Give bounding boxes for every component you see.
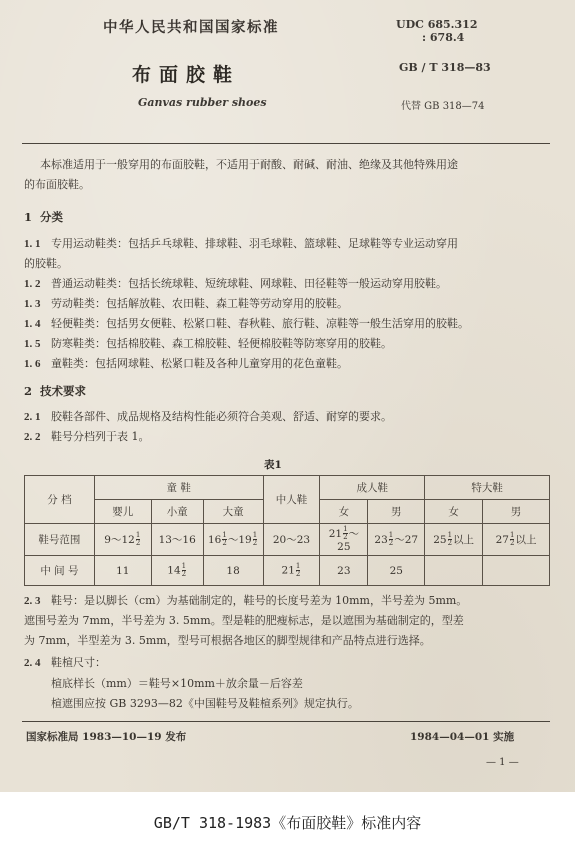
clause-2-1: [24, 409, 392, 425]
header-divider: [22, 143, 550, 144]
intro-line-2: 的布面胶鞋。: [24, 178, 90, 191]
clause-text: 童鞋类：包括网球鞋、松紧口鞋及各种儿童穿用的花色童鞋。: [51, 357, 348, 370]
udc-line-2: : 678.4: [422, 31, 465, 44]
clause-2-2: [24, 429, 150, 445]
intro-line-1: 本标准适用于一般穿用的布面胶鞋，不适用于耐酸、耐碱、耐油、绝缘及其他特殊用途: [40, 158, 458, 171]
size-table: [24, 475, 550, 586]
fraction-denominator: 2: [447, 539, 453, 548]
section-1-number: 1: [24, 210, 33, 224]
cell-infant-range: [94, 524, 151, 556]
fraction: [296, 563, 300, 578]
image-caption: GB/T 318-1983《布面胶鞋》标准内容: [153, 814, 422, 832]
cell-value: 16: [207, 533, 222, 546]
clause-number: 1. 3: [24, 298, 41, 310]
cell-infant-middle: 11: [94, 556, 151, 586]
fraction-denominator: 2: [252, 539, 258, 548]
cell-value: 14: [167, 564, 181, 577]
clause-text: 防寒鞋类：包括棉胶鞋、森工棉胶鞋、轻便棉胶鞋等防寒穿用的胶鞋。: [51, 337, 392, 350]
cell-big-range: [203, 524, 263, 556]
fraction: [343, 526, 347, 541]
fraction-numerator: 1: [447, 531, 453, 540]
subheader-large-male: 男: [483, 500, 550, 524]
clause-number: 1. 5: [24, 338, 41, 350]
fraction: [448, 532, 452, 547]
fraction-numerator: 1: [388, 531, 394, 540]
clause-1-1: [24, 236, 458, 252]
clause-number: 1. 4: [24, 318, 41, 330]
fraction: [182, 563, 186, 578]
clause-number: 2. 1: [24, 411, 41, 423]
english-title: Ganvas rubber shoes: [138, 96, 267, 109]
fraction: [253, 532, 257, 547]
section-1-heading: [24, 209, 63, 225]
cell-value: 27: [495, 533, 509, 546]
cell-adult-female-range: [320, 524, 368, 556]
clause-number: 2. 3: [24, 595, 41, 607]
group-middle-shoes: 中人鞋: [263, 476, 320, 524]
cell-small-range: 13～16: [151, 524, 203, 556]
cell-big-middle: 18: [203, 556, 263, 586]
document-title: 布面胶鞋: [132, 64, 241, 86]
subheader-infant: 婴儿: [94, 500, 151, 524]
last-length-formula: 楦底样长（mm）＝鞋号×10mm＋放余量－后容差: [51, 677, 303, 690]
fraction: [222, 532, 226, 547]
clause-text: 胶鞋各部件、成品规格及结构性能必须符合美观、舒适、耐穿的要求。: [51, 410, 392, 423]
section-1-title: 分类: [40, 210, 64, 224]
clause-1-2: [24, 276, 447, 292]
fraction-numerator: 1: [510, 531, 515, 540]
clause-text: 轻便鞋类：包括男女便鞋、松紧口鞋、春秋鞋、旅行鞋、凉鞋等一般生活穿用的胶鞋。: [51, 317, 469, 330]
subheader-small-child: 小童: [151, 500, 203, 524]
clause-1-3: [24, 296, 348, 312]
table-col-header: 分 档: [25, 476, 95, 524]
fraction-denominator: 2: [135, 539, 141, 548]
cell-value: 以上: [515, 533, 537, 546]
cell-value: 9～12: [104, 533, 135, 546]
section-2-heading: [24, 383, 86, 399]
issue-date: 国家标准局 1983—10—19 发布: [26, 731, 187, 743]
row-label-size-range: 鞋号范围: [25, 524, 95, 556]
clause-number: 1. 2: [24, 278, 41, 290]
udc-line-1: UDC 685.312: [396, 18, 478, 31]
gb-number: GB / T 318—83: [399, 61, 491, 74]
clause-1-4: [24, 316, 469, 332]
standard-category-title: 中华人民共和国国家标准: [103, 19, 279, 36]
table-header-row: [25, 476, 550, 500]
replaces-standard: 代替 GB 318—74: [401, 101, 485, 112]
page-number: — 1 —: [486, 757, 519, 768]
cell-value: 21: [281, 564, 295, 577]
clause-number: 2. 4: [24, 657, 41, 669]
fraction-denominator: 2: [295, 570, 301, 578]
clause-text: 专用运动鞋类：包括乒乓球鞋、排球鞋、羽毛球鞋、篮球鞋、足球鞋等专业运动穿用: [51, 237, 458, 250]
clause-1-6: [24, 356, 348, 372]
cell-value: ～25: [337, 527, 360, 554]
clause-number: 1. 1: [24, 238, 41, 250]
clause-text: 鞋号分档列于表 1。: [51, 430, 150, 443]
cell-large-male-range: [483, 524, 550, 556]
udc-code: [396, 18, 477, 44]
fraction-numerator: 1: [135, 531, 141, 540]
clause-1-5: [24, 336, 392, 352]
cell-value: 以上: [453, 533, 475, 546]
fraction-denominator: 2: [388, 539, 394, 548]
clause-number: 2. 2: [24, 431, 41, 443]
last-girth-rule: 楦遮围应按 GB 3293—82《中国鞋号及鞋楦系列》规定执行。: [51, 697, 359, 710]
fraction-denominator: 2: [222, 539, 227, 548]
section-2-number: 2: [24, 384, 33, 398]
clause-2-3-line-3: 为 7mm，半型差为 3. 5mm，型号可根据各地区的脚型规律和产品特点进行选择。: [24, 634, 431, 647]
cell-value: 23: [374, 533, 388, 546]
cell-large-female-middle: [425, 556, 483, 586]
cell-value: 25: [433, 533, 447, 546]
clause-text: 劳动鞋类：包括解放鞋、农田鞋、森工鞋等劳动穿用的胶鞋。: [51, 297, 348, 310]
fraction: [389, 532, 393, 547]
cell-value: 21: [328, 527, 343, 540]
clause-text: 鞋楦尺寸：: [51, 656, 106, 669]
fraction-numerator: 1: [252, 531, 258, 540]
fraction-numerator: 1: [343, 525, 348, 534]
cell-small-middle: [151, 556, 203, 586]
table-row-size-range: [25, 524, 550, 556]
clause-text: 鞋号：是以脚长（cm）为基础制定的，鞋号的长度号差为 10mm，半号差为 5mm。: [51, 594, 468, 607]
fraction-numerator: 1: [295, 562, 301, 570]
table-row-middle-size: [25, 556, 550, 586]
fraction-numerator: 1: [222, 531, 227, 540]
subheader-adult-female: 女: [320, 500, 368, 524]
clause-2-3-line-1: [24, 593, 467, 609]
footer-divider: [22, 721, 550, 722]
group-adult-shoes: 成人鞋: [320, 476, 425, 500]
clause-2-4: [24, 655, 106, 671]
clause-text: 普通运动鞋类：包括长统球鞋、短统球鞋、网球鞋、田径鞋等一般运动穿用胶鞋。: [51, 277, 447, 290]
cell-large-female-range: [425, 524, 483, 556]
group-large-shoes: 特大鞋: [425, 476, 550, 500]
fraction: [510, 532, 514, 547]
cell-value: ～27: [394, 533, 419, 546]
group-child-shoes: 童 鞋: [94, 476, 263, 500]
clause-1-1-cont: 的胶鞋。: [24, 257, 68, 270]
fraction-denominator: 2: [181, 570, 187, 578]
subheader-adult-male: 男: [368, 500, 425, 524]
cell-value: ～19: [227, 533, 252, 546]
cell-large-male-middle: [483, 556, 550, 586]
subheader-big-child: 大童: [203, 500, 263, 524]
fraction-numerator: 1: [181, 562, 187, 570]
cell-adult-female-middle: 23: [320, 556, 368, 586]
row-label-middle-size: 中 间 号: [25, 556, 95, 586]
table-caption: 表1: [264, 459, 282, 471]
cell-middle-range: 20～23: [263, 524, 320, 556]
cell-adult-male-middle: 25: [368, 556, 425, 586]
subheader-large-female: 女: [425, 500, 483, 524]
fraction-denominator: 2: [343, 533, 348, 542]
clause-number: 1. 6: [24, 358, 41, 370]
section-2-title: 技术要求: [40, 384, 87, 398]
cell-middle-middle: [263, 556, 320, 586]
clause-2-3-line-2: 遮围号差为 7mm，半号差为 3. 5mm。型是鞋的肥瘦标志，是以遮围为基础制定的，型差: [24, 614, 464, 627]
fraction: [136, 532, 140, 547]
cell-adult-male-range: [368, 524, 425, 556]
effective-date: 1984—04—01 实施: [410, 731, 515, 743]
fraction-denominator: 2: [510, 539, 515, 548]
